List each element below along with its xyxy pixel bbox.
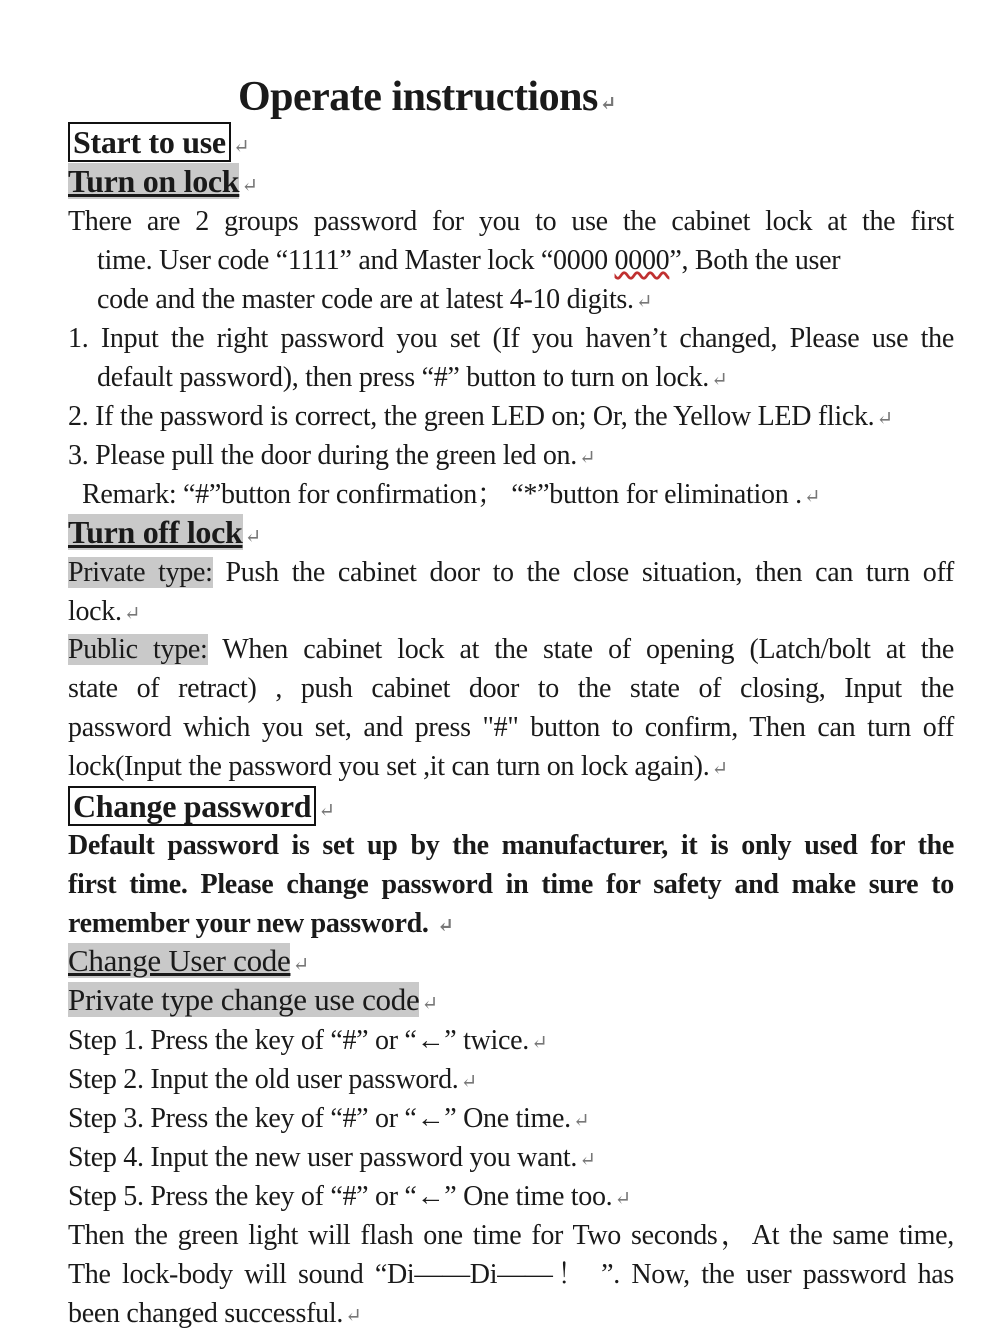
- remark: Remark: “#”button for confirmation； “*”button for elimination . ↵: [82, 479, 821, 510]
- return-mark-icon: ↵: [572, 1110, 590, 1132]
- default-note-line-2: first time. Please change password in time for safety and make sure to: [68, 869, 954, 900]
- return-mark-icon: ↵: [292, 954, 309, 976]
- change-password-heading: Change password ↵: [68, 788, 335, 828]
- return-mark-icon: ↵: [876, 408, 893, 430]
- return-mark-icon: ↵: [232, 136, 250, 158]
- return-mark-icon: ↵: [711, 758, 728, 780]
- intro-line-3: code and the master code are at latest 4-10 digits. ↵: [97, 284, 653, 315]
- change-step-4: Step 4. Input the new user password you want. ↵: [68, 1142, 596, 1173]
- step-1-line-1: 1. Input the right password you set (If you haven’t changed, Please use the: [68, 323, 954, 354]
- turn-on-lock-heading: Turn on lock ↵: [68, 163, 258, 199]
- return-mark-icon: ↵: [530, 1032, 548, 1054]
- return-mark-icon: ↵: [803, 486, 821, 508]
- page-title: Operate instructions ↵: [238, 74, 617, 120]
- change-step-5: Step 5. Press the key of “#” or “←” One time too. ↵: [68, 1181, 631, 1212]
- default-note-line-3: remember your new password. ↵: [68, 908, 454, 939]
- return-mark-icon: ↵: [345, 1305, 362, 1327]
- private-type-label: Private type:: [68, 557, 213, 588]
- change-step-3: Step 3. Press the key of “#” or “←” One time. ↵: [68, 1103, 590, 1134]
- return-mark-icon: ↵: [437, 915, 454, 937]
- public-type-label: Public type:: [68, 634, 208, 665]
- return-mark-icon: ↵: [318, 800, 335, 822]
- return-mark-icon: ↵: [241, 175, 258, 197]
- change-user-code-heading: Change User code ↵: [68, 943, 309, 978]
- return-mark-icon: ↵: [421, 993, 438, 1015]
- intro-line-2: time. User code “1111” and Master lock “0000 0000”, Both the user: [97, 245, 841, 276]
- private-type-line-1: Private type: Push the cabinet door to the close situation, then can turn off: [68, 557, 954, 588]
- public-type-line-3: password which you set, and press "#" button to confirm, Then can turn off: [68, 712, 954, 743]
- return-mark-icon: ↵: [460, 1071, 477, 1093]
- final-line-1: Then the green light will flash one time for Two seconds，At the same time,: [68, 1220, 954, 1251]
- final-line-3: been changed successful. ↵: [68, 1298, 362, 1329]
- step-3: 3. Please pull the door during the green led on. ↵: [68, 440, 596, 471]
- return-mark-icon: ↵: [635, 291, 653, 313]
- step-2: 2. If the password is correct, the green LED on; Or, the Yellow LED flick. ↵: [68, 401, 893, 432]
- turn-off-lock-heading: Turn off lock ↵: [68, 514, 261, 550]
- return-mark-icon: ↵: [244, 526, 261, 548]
- return-mark-icon: ↵: [614, 1188, 631, 1210]
- private-change-heading: Private type change use code ↵: [68, 982, 438, 1017]
- final-line-2: The lock-body will sound “Di——Di——！ ”. Now, the user password has: [68, 1259, 954, 1290]
- private-type-line-2: lock. ↵: [68, 596, 141, 627]
- intro-line-1: There are 2 groups password for you to use the cabinet lock at the first: [68, 206, 954, 237]
- default-note-line-1: Default password is set up by the manufacturer, it is only used for the: [68, 830, 954, 861]
- return-mark-icon: ↵: [123, 603, 141, 625]
- return-mark-icon: ↵: [579, 1149, 596, 1171]
- public-type-line-1: Public type: When cabinet lock at the state of opening (Latch/bolt at the: [68, 634, 955, 665]
- step-1-line-2: default password), then press “#” button to turn on lock. ↵: [97, 362, 728, 393]
- master-code-spelling-mark: 0000: [614, 245, 670, 276]
- return-mark-icon: ↵: [578, 447, 596, 469]
- change-step-2: Step 2. Input the old user password. ↵: [68, 1064, 477, 1095]
- public-type-line-2: state of retract) , push cabinet door to the state of closing, Input the: [68, 673, 954, 704]
- change-step-1: Step 1. Press the key of “#” or “←” twice. ↵: [68, 1025, 548, 1056]
- start-to-use-heading: Start to use ↵: [68, 124, 249, 164]
- public-type-line-4: lock(Input the password you set ,it can turn on lock again). ↵: [68, 751, 728, 782]
- return-mark-icon: ↵: [599, 93, 617, 115]
- return-mark-icon: ↵: [711, 369, 728, 391]
